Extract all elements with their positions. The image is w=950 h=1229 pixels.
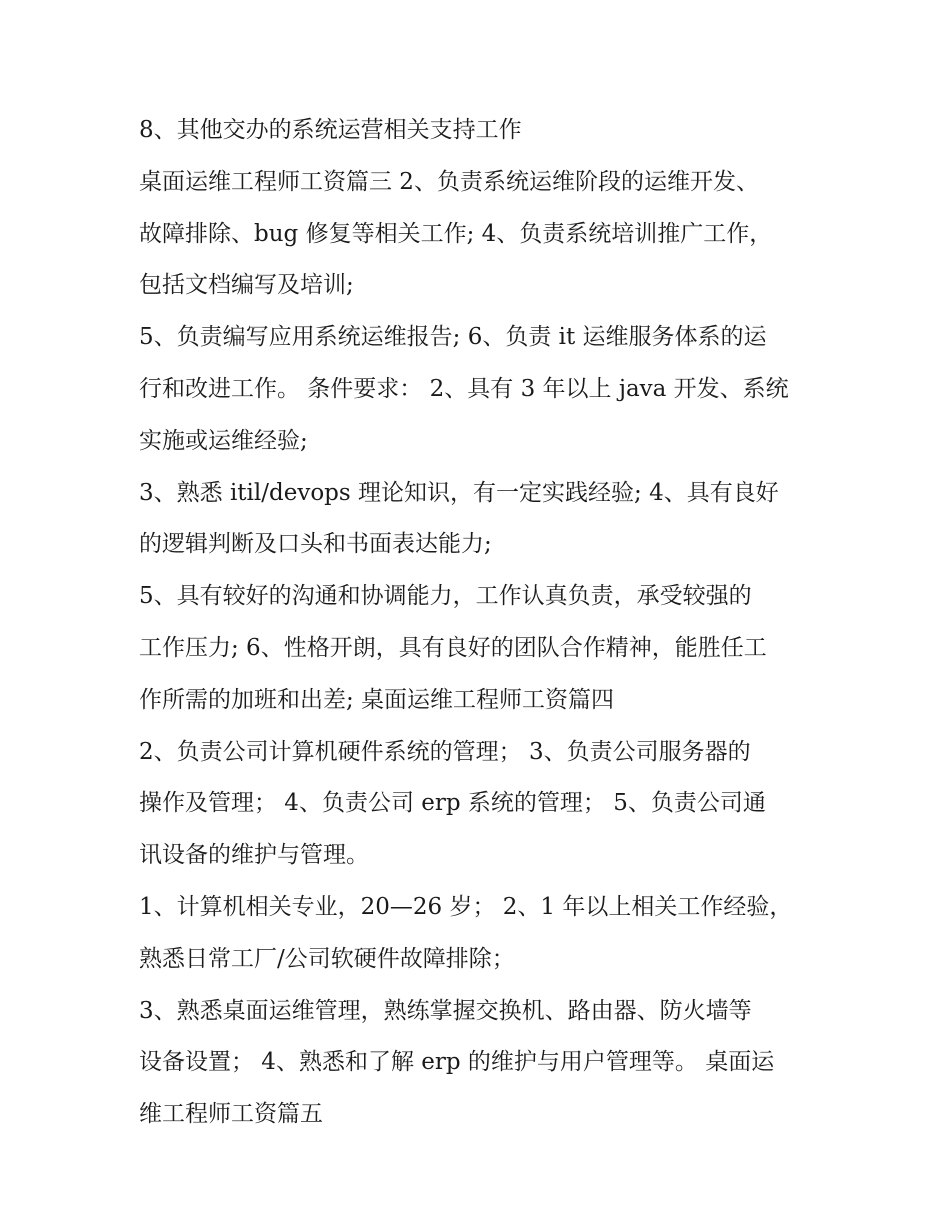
text-line: 5、负责编写应用系统运维报告; 6、负责 it 运维服务体系的运 [139,324,767,351]
text-line: 包括文档编写及培训; [139,272,354,299]
text-line: 讯设备的维护与管理。 [139,842,369,869]
paragraph-1 [139,105,819,157]
text-line: 1、计算机相关专业，20—26 岁； 2、1 年以上相关工作经验， [139,893,793,920]
text-line: 的逻辑判断及口头和书面表达能力; [139,531,492,558]
text-line: 设备设置； 4、熟悉和了解 erp 的维护与用户管理等。 桌面运 [139,1049,775,1076]
text-line: 3、熟悉 itil/devops 理论知识，有一定实践经验; 4、具有良好 [139,479,779,506]
text-line: 实施或运维经验; [139,427,308,454]
text-line: 2、负责公司计算机硬件系统的管理； 3、负责公司服务器的 [139,738,751,765]
paragraph-6 [139,727,819,882]
text-line: 行和改进工作。 条件要求： 2、具有 3 年以上 java 开发、系统 [139,375,789,402]
paragraph-7 [139,882,819,986]
paragraph-4 [139,468,819,572]
paragraph-2 [139,157,819,312]
text-line: 故障排除、bug 修复等相关工作; 4、负责系统培训推广工作， [139,220,773,247]
paragraph-3 [139,312,819,467]
paragraph-5 [139,571,819,726]
text-line: 操作及管理； 4、负责公司 erp 系统的管理； 5、负责公司通 [139,790,766,817]
text-line: 熟悉日常工厂/公司软硬件故障排除； [139,945,515,972]
text-line: 作所需的加班和出差; 桌面运维工程师工资篇四 [139,686,615,713]
text-line: 工作压力; 6、性格开朗，具有良好的团队合作精神，能胜任工 [139,634,767,661]
text-line: 3、熟悉桌面运维管理，熟练掌握交换机、路由器、防火墙等 [139,997,752,1024]
text-line: 8、其他交办的系统运营相关支持工作 [139,117,522,143]
text-line: 桌面运维工程师工资篇三 2、负责系统运维阶段的运维开发、 [139,168,759,195]
document-body [139,105,819,1141]
text-line: 维工程师工资篇五 [139,1101,323,1128]
text-line: 5、具有较好的沟通和协调能力，工作认真负责，承受较强的 [139,583,752,610]
paragraph-8 [139,986,819,1141]
